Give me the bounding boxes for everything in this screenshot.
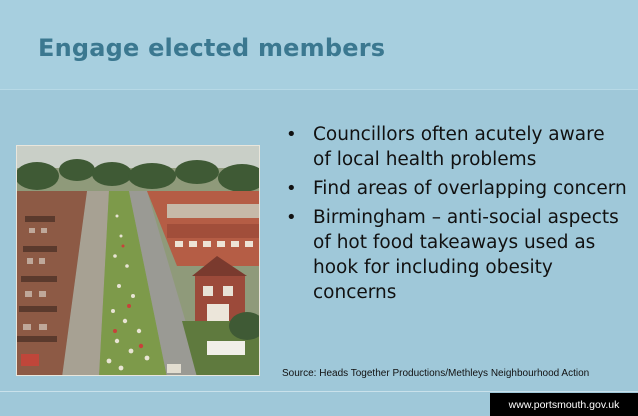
photo-source-caption: Source: Heads Together Productions/Methleys Neighbourhood Action [282, 368, 590, 379]
bullet-text: Birmingham – anti-social aspects of hot food takeaways used as hook for including obesity concerns [313, 207, 619, 303]
bullet-dot: • [286, 124, 297, 145]
bullet-text: Find areas of overlapping concern [313, 178, 627, 199]
bullet-text: Councillors often acutely aware of local health problems [313, 124, 605, 170]
bullet-dot: • [286, 207, 297, 228]
street-party-photo [16, 145, 260, 376]
bullet-dot: • [286, 178, 297, 199]
bullet-list [283, 122, 628, 309]
bullet-item [283, 205, 628, 305]
bullet-item [283, 176, 628, 201]
title-divider [0, 89, 638, 90]
bullet-item [283, 122, 628, 172]
footer-url[interactable]: www.portsmouth.gov.uk [490, 393, 638, 416]
footer-divider [0, 391, 638, 392]
slide-title: Engage elected members [38, 34, 386, 62]
